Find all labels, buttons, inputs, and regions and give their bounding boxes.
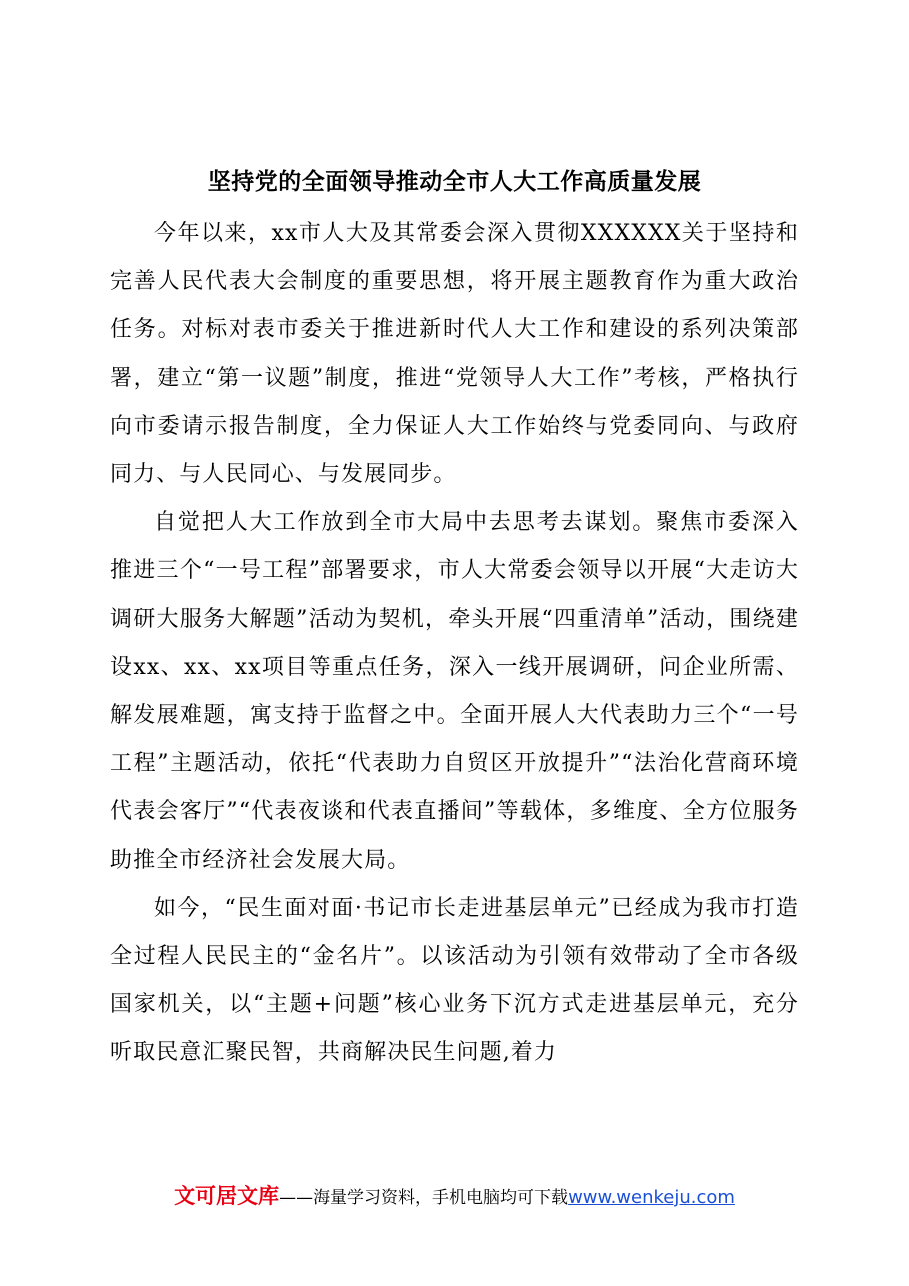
footer-tagline: ——海量学习资料，手机电脑均可下载 [279,1188,569,1208]
footer-banner [0,1181,909,1213]
document-title: 坚持党的全面领导推动全市人大工作高质量发展 [207,168,702,195]
brand-name: 文可居文库 [174,1184,280,1208]
paragraph-3: 如今，“民生面对面·书记市长走进基层单元”已经成为我市打造全过程人民民主的“金名片”。以该活动为引领有效带动了全市各级国家机关，以“主题+问题”核心业务下沉方式走进基层单元，充分听取民意汇聚民智，共商解决民生问题,着力 [110,895,799,1066]
paragraph-2: 自觉把人大工作放到全市大局中去思考去谋划。聚焦市委深入推进三个“一号工程”部署要求，市人大常委会领导以开展“大走访大调研大服务大解题”活动为契机，牵头开展“四重清单”活动，围绕建设xx、xx、xx项目等重点任务，深入一线开展调研，问企业所需、解发展难题，寓支持于监督之中。全面开展人大代表助力三个“一号工程”主题活动，依托“代表助力自贸区开放提升”“法治化营商环境代表会客厅”“代表夜谈和代表直播间”等载体，多维度、全方位服务助推全市经济社会发展大局。 [110,510,799,873]
website-link[interactable]: www.wenkeju.com [568,1187,735,1208]
paragraph-1: 今年以来，xx市人大及其常委会深入贯彻XXXXXX关于坚持和完善人民代表大会制度的重要思想，将开展主题教育作为重大政治任务。对标对表市委关于推进新时代人大工作和建设的系列决策部署，建立“第一议题”制度，推进“党领导人大工作”考核，严格执行向市委请示报告制度，全力保证人大工作始终与党委同向、与政府同力、与人民同心、与发展同步。 [110,221,799,488]
document-body [110,210,799,1078]
